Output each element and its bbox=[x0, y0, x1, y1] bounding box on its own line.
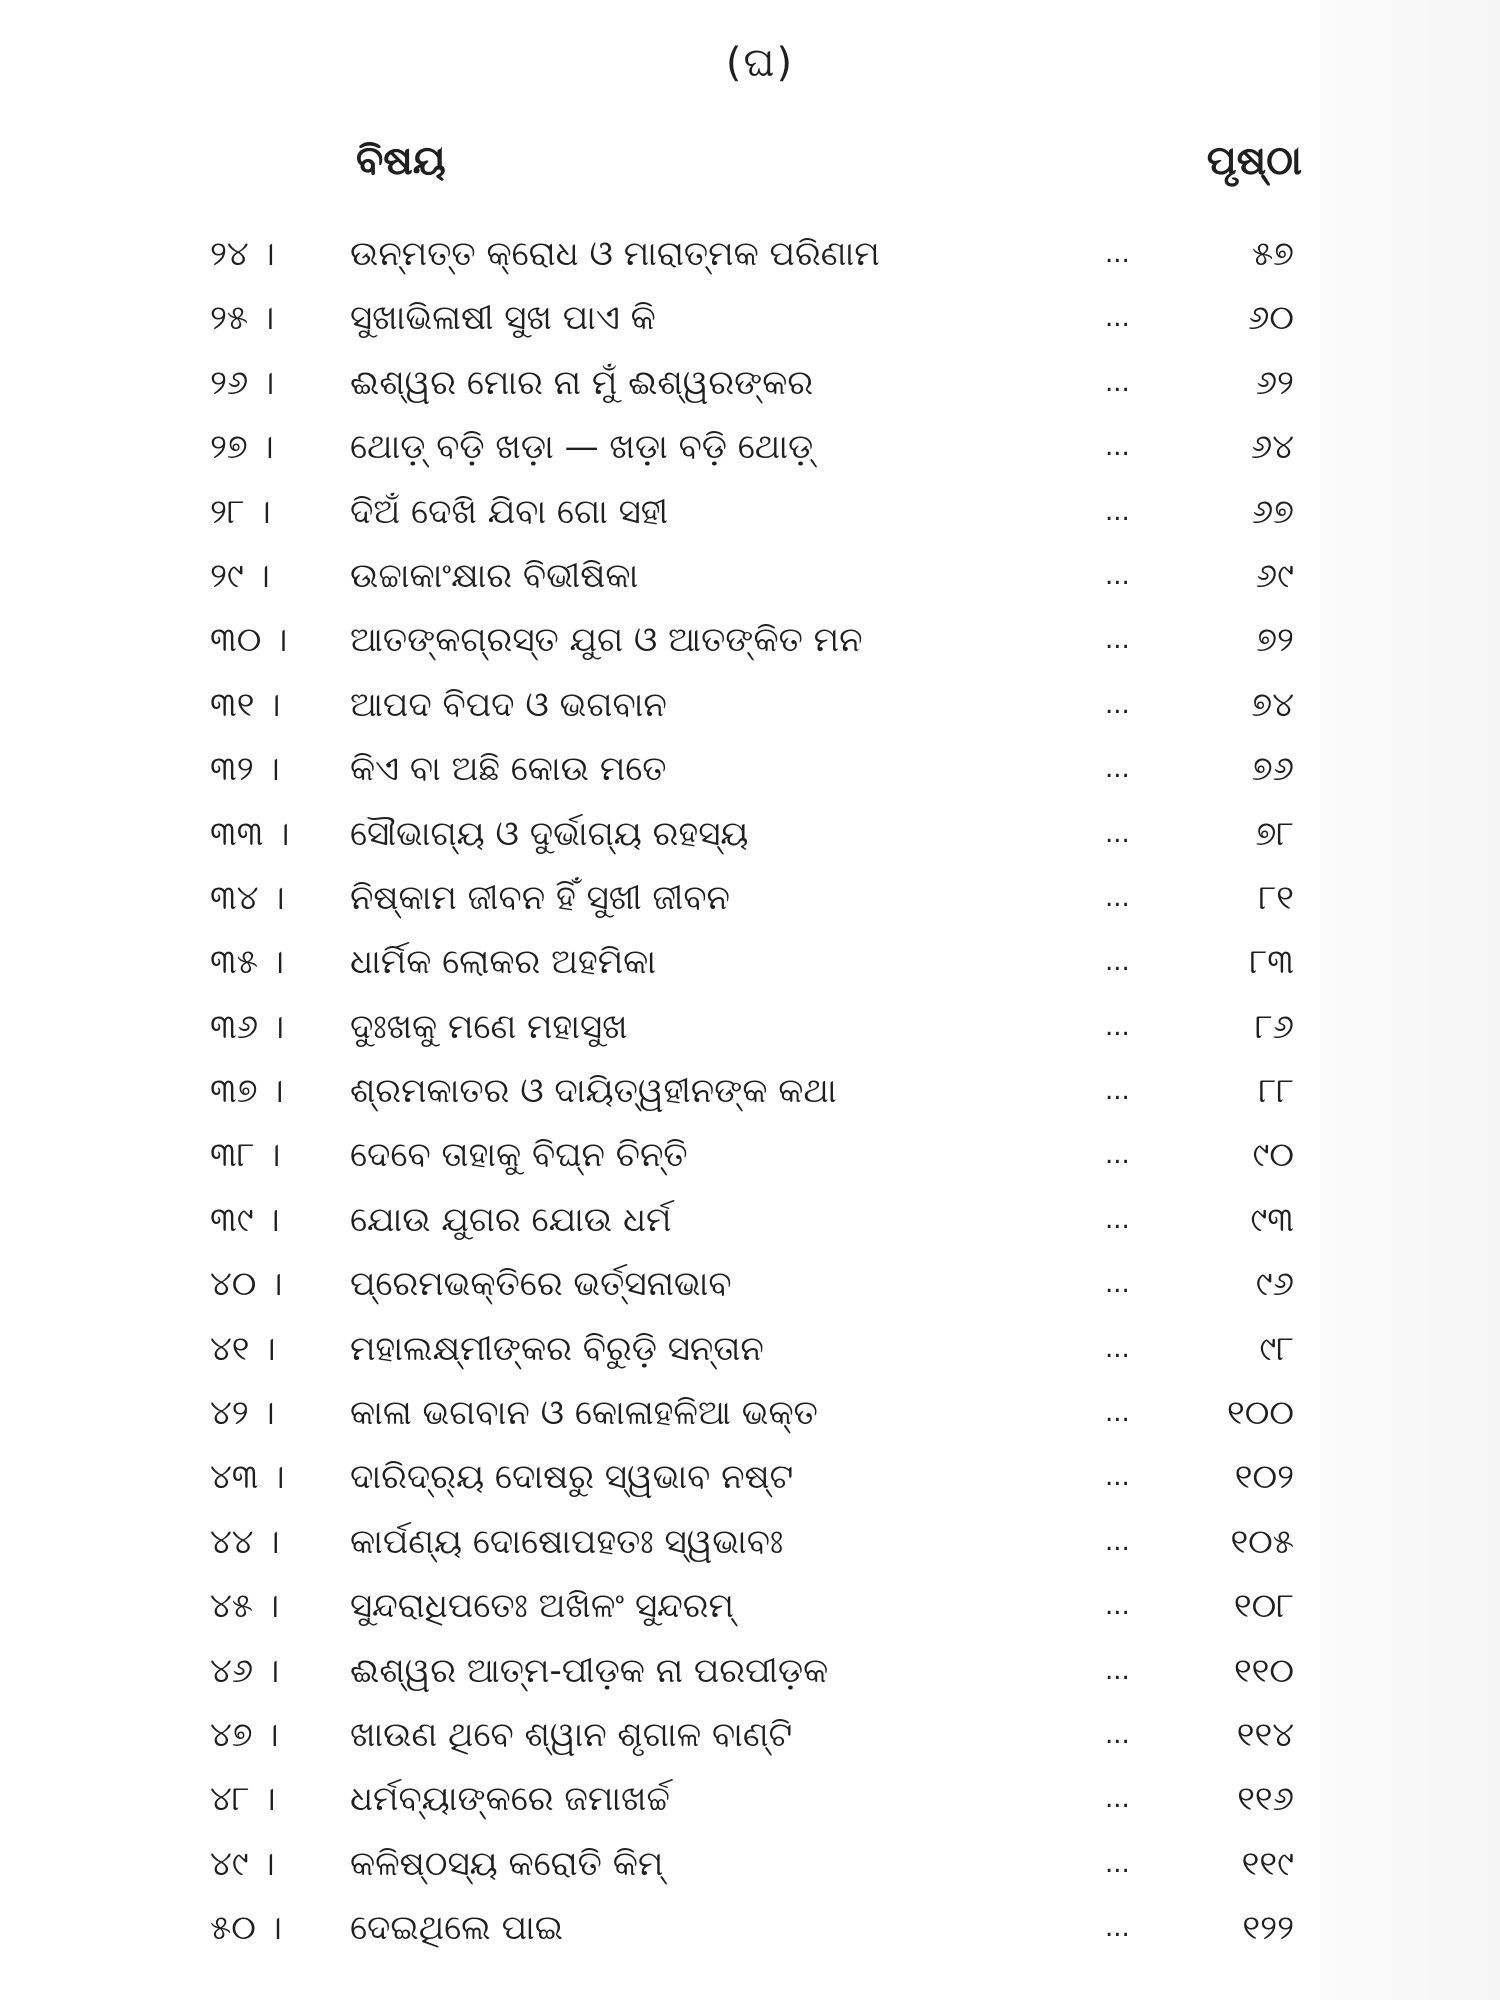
entry-number: ୩୪ । bbox=[210, 877, 285, 918]
entry-page: ୭୬ bbox=[1251, 749, 1294, 790]
entry-title: ସୁନ୍ଦରାଧିପତେଃ ଅଖିଳଂ ସୁନ୍ଦରମ୍ bbox=[350, 1586, 734, 1627]
entry-number: ୪୭ । bbox=[210, 1714, 279, 1755]
entry-title: ଈଶ୍ୱର ମୋର ନା ମୁଁ ଈଶ୍ୱରଙ୍କର bbox=[350, 362, 814, 403]
entry-title: ଆତଙ୍କଗ୍ରସ୍ତ ଯୁଗ ଓ ଆତଙ୍କିତ ମନ bbox=[350, 620, 863, 661]
entry-page: ୭୮ bbox=[1255, 813, 1294, 854]
toc-entry bbox=[0, 1123, 1500, 1187]
entry-leader-dots: ... bbox=[1105, 1398, 1130, 1429]
entry-leader-dots: ... bbox=[1105, 560, 1130, 591]
entry-page: ୬୨ bbox=[1255, 362, 1294, 403]
toc-entry bbox=[0, 544, 1500, 608]
entry-title: ଦୁଃଖକୁ ମଣେ ମହାସୁଖ bbox=[350, 1006, 628, 1047]
entry-number: ୨୯ । bbox=[210, 555, 270, 596]
entry-leader-dots: ... bbox=[1105, 1655, 1130, 1686]
entry-leader-dots: ... bbox=[1105, 432, 1130, 463]
toc-entry bbox=[0, 608, 1500, 672]
toc-entry bbox=[0, 1574, 1500, 1638]
entry-number: ୪୬ । bbox=[210, 1650, 280, 1691]
entry-number: ୩୫ । bbox=[210, 942, 285, 983]
entry-leader-dots: ... bbox=[1105, 818, 1130, 849]
entry-number: ୩୨ । bbox=[210, 749, 280, 790]
entry-page: ୧୧୬ bbox=[1237, 1779, 1294, 1820]
entry-leader-dots: ... bbox=[1105, 1333, 1130, 1364]
entry-page: ୧୦୨ bbox=[1234, 1457, 1294, 1498]
entry-page: ୧୦୦ bbox=[1227, 1393, 1294, 1434]
entry-number: ୪୦ । bbox=[210, 1264, 283, 1305]
page-number: (ଘ) bbox=[725, 40, 795, 86]
entry-page: ୯୦ bbox=[1252, 1135, 1294, 1176]
entry-title: ଖାଉଣ ଥିବେ ଶ୍ୱାନ ଶୃଗାଳ ବାଣ୍ଟି bbox=[350, 1714, 793, 1755]
entry-page: ୮୧ bbox=[1258, 877, 1294, 918]
entry-page: ୮୮ bbox=[1258, 1071, 1294, 1112]
toc-entry bbox=[0, 1381, 1500, 1445]
entry-number: ୩୮ । bbox=[210, 1135, 281, 1176]
entry-leader-dots: ... bbox=[1105, 1076, 1130, 1107]
entry-leader-dots: ... bbox=[1105, 1913, 1130, 1944]
entry-leader-dots: ... bbox=[1105, 1011, 1130, 1042]
entry-number: ୨୬ । bbox=[210, 362, 275, 403]
entry-page: ୧୦୫ bbox=[1230, 1521, 1294, 1562]
entry-page: ୬୭ bbox=[1251, 491, 1294, 532]
entry-page: ୯୮ bbox=[1259, 1328, 1294, 1369]
toc-entry bbox=[0, 1445, 1500, 1509]
toc-entry bbox=[0, 1639, 1500, 1703]
toc-entry bbox=[0, 1252, 1500, 1316]
entry-number: ୪୩ । bbox=[210, 1457, 285, 1498]
entry-number: ୪୫ । bbox=[210, 1586, 280, 1627]
toc-entry bbox=[0, 351, 1500, 415]
entry-page: ୧୦୮ bbox=[1233, 1586, 1294, 1627]
entry-number: ୩୩ । bbox=[210, 813, 290, 854]
toc-entry bbox=[0, 802, 1500, 866]
entry-number: ୪୮ । bbox=[210, 1779, 276, 1820]
entry-page: ୫୭ bbox=[1251, 234, 1294, 274]
entry-number: ୩୧ । bbox=[210, 684, 281, 725]
entry-page: ୧୧୯ bbox=[1241, 1843, 1294, 1884]
toc-entry bbox=[0, 1896, 1500, 1960]
entry-number: ୨୮ । bbox=[210, 491, 271, 532]
entry-leader-dots: ... bbox=[1105, 1848, 1130, 1879]
entry-title: ଦାରିଦ୍ର୍ୟ ଦୋଷରୁ ସ୍ୱଭାବ ନଷ୍ଟ bbox=[350, 1457, 794, 1498]
entry-leader-dots: ... bbox=[1105, 1719, 1130, 1750]
entry-title: ସୌଭାଗ୍ୟ ଓ ଦୁର୍ଭାଗ୍ୟ ରହସ୍ୟ bbox=[350, 813, 749, 854]
entry-number: ୨୫ । bbox=[210, 298, 275, 339]
toc-entry bbox=[0, 995, 1500, 1059]
entry-title: ମହାଲକ୍ଷ୍ମୀଙ୍କର ବିରୁଡ଼ି ସନ୍ତାନ bbox=[350, 1328, 764, 1369]
toc-entry bbox=[0, 415, 1500, 479]
header-subject: ବିଷୟ bbox=[356, 138, 446, 184]
entry-number: ୪୪ । bbox=[210, 1521, 280, 1562]
entry-title: ଉଚ୍ଚାକାଂକ୍ଷାର ବିଭୀଷିକା bbox=[350, 555, 639, 596]
table-of-contents bbox=[0, 222, 1500, 1961]
toc-entry bbox=[0, 673, 1500, 737]
entry-page: ୬୯ bbox=[1255, 555, 1294, 596]
entry-title: କାର୍ପଣ୍ୟ ଦୋଷୋପହତଃ ସ୍ୱଭାବଃ bbox=[350, 1521, 784, 1562]
entry-page: ୯୬ bbox=[1255, 1264, 1294, 1305]
entry-title: କାଳା ଭଗବାନ ଓ କୋଳାହଳିଆ ଭକ୍ତ bbox=[350, 1393, 818, 1434]
toc-entry bbox=[0, 1510, 1500, 1574]
entry-number: ୩୦ । bbox=[210, 620, 288, 661]
entry-leader-dots: ... bbox=[1105, 1269, 1130, 1300]
entry-page: ୬୪ bbox=[1250, 427, 1294, 468]
entry-leader-dots: ... bbox=[1105, 1784, 1130, 1815]
entry-title: ଉନ୍ମତ୍ତ କ୍ରୋଧ ଓ ମାରାତ୍ମକ ପରିଣାମ bbox=[350, 234, 880, 274]
toc-entry bbox=[0, 737, 1500, 801]
toc-entry bbox=[0, 1188, 1500, 1252]
entry-title: ଦେବେ ତାହାକୁ ବିଘ୍ନ ଚିନ୍ତି bbox=[350, 1135, 688, 1176]
entry-title: ଯୋଉ ଯୁଗର ଯୋଉ ଧର୍ମ bbox=[350, 1199, 672, 1240]
toc-entry bbox=[0, 866, 1500, 930]
entry-number: ୪୨ । bbox=[210, 1393, 275, 1434]
entry-title: ଆପଦ ବିପଦ ଓ ଭଗବାନ bbox=[350, 684, 667, 725]
entry-page: ୧୨୨ bbox=[1242, 1908, 1294, 1949]
entry-leader-dots: ... bbox=[1105, 754, 1130, 785]
entry-number: ୫୦ । bbox=[210, 1908, 282, 1949]
entry-number: ୩୬ । bbox=[210, 1006, 285, 1047]
entry-page: ୭୪ bbox=[1251, 684, 1294, 725]
entry-title: ଶ୍ରମକାତର ଓ ଦାୟିତ୍ୱହୀନଙ୍କ କଥା bbox=[350, 1071, 837, 1112]
entry-title: ଦେଇଥିଲେ ପାଇ bbox=[350, 1908, 564, 1949]
toc-entry bbox=[0, 480, 1500, 544]
entry-number: ୩୯ । bbox=[210, 1199, 280, 1240]
entry-leader-dots: ... bbox=[1105, 882, 1130, 913]
entry-title: ଦିଅଁ ଦେଖି ଯିବା ଗୋ ସହୀ bbox=[350, 491, 669, 532]
entry-title: ଧାର୍ମିକ ଲୋକର ଅହମିକା bbox=[350, 942, 657, 983]
entry-page: ୯୩ bbox=[1250, 1199, 1294, 1240]
entry-page: ୮୬ bbox=[1254, 1006, 1294, 1047]
toc-entry bbox=[0, 1832, 1500, 1896]
entry-leader-dots: ... bbox=[1105, 1526, 1130, 1557]
entry-leader-dots: ... bbox=[1105, 496, 1130, 527]
entry-leader-dots: ... bbox=[1105, 947, 1130, 978]
entry-page: ୬୦ bbox=[1248, 298, 1294, 339]
entry-number: ୩୭ । bbox=[210, 1071, 284, 1112]
entry-page: ୮୩ bbox=[1249, 942, 1294, 983]
toc-entry bbox=[0, 1703, 1500, 1767]
entry-number: ୪୧ । bbox=[210, 1328, 276, 1369]
entry-title: ଈଶ୍ୱର ଆତ୍ମ-ପୀଡ଼କ ନା ପରପୀଡ଼କ bbox=[350, 1650, 829, 1691]
entry-title: ଧର୍ମବ୍ୟାଙ୍କରେ ଜମାଖର୍ଚ୍ଚ bbox=[350, 1779, 670, 1820]
entry-leader-dots: ... bbox=[1105, 303, 1130, 334]
entry-number: ୨୭ । bbox=[210, 427, 274, 468]
toc-entry bbox=[0, 286, 1500, 350]
entry-leader-dots: ... bbox=[1105, 1591, 1130, 1622]
entry-title: କିଏ ବା ଅଛି କୋଉ ମତେ bbox=[350, 749, 667, 790]
entry-leader-dots: ... bbox=[1105, 367, 1130, 398]
entry-title: କଳିଷ୍ଠସ୍ୟ କରୋତି କିମ୍ bbox=[350, 1843, 664, 1884]
toc-entry bbox=[0, 930, 1500, 994]
entry-page: ୭୨ bbox=[1256, 620, 1294, 661]
entry-page: ୧୧୪ bbox=[1236, 1714, 1294, 1755]
header-page: ପୃଷ୍ଠା bbox=[1206, 138, 1302, 184]
entry-leader-dots: ... bbox=[1105, 1204, 1130, 1235]
entry-number: ୪୯ । bbox=[210, 1843, 275, 1884]
entry-title: ସୁଖାଭିଳାଷୀ ସୁଖ ପାଏ କି bbox=[350, 298, 656, 339]
entry-title: ପ୍ରେମଭକ୍ତିରେ ଭର୍ତ୍ସନାଭାବ bbox=[350, 1264, 732, 1305]
entry-title: ଥୋଡ଼୍ ବଡ଼ି ଖଡ଼ା — ଖଡ଼ା ବଡ଼ି ଥୋଡ଼୍ bbox=[350, 427, 814, 468]
entry-leader-dots: ... bbox=[1105, 625, 1130, 656]
entry-page: ୧୧୦ bbox=[1233, 1650, 1294, 1691]
toc-header bbox=[0, 138, 1500, 198]
entry-leader-dots: ... bbox=[1105, 1462, 1130, 1493]
entry-leader-dots: ... bbox=[1105, 689, 1130, 720]
entry-title: ନିଷ୍କାମ ଜୀବନ ହିଁ ସୁଖୀ ଜୀବନ bbox=[350, 877, 730, 918]
entry-leader-dots: ... bbox=[1105, 239, 1130, 269]
entry-leader-dots: ... bbox=[1105, 1140, 1130, 1171]
toc-entry bbox=[0, 222, 1500, 286]
toc-entry bbox=[0, 1317, 1500, 1381]
toc-entry bbox=[0, 1059, 1500, 1123]
entry-number: ୨୪ । bbox=[210, 234, 275, 274]
toc-entry bbox=[0, 1767, 1500, 1831]
